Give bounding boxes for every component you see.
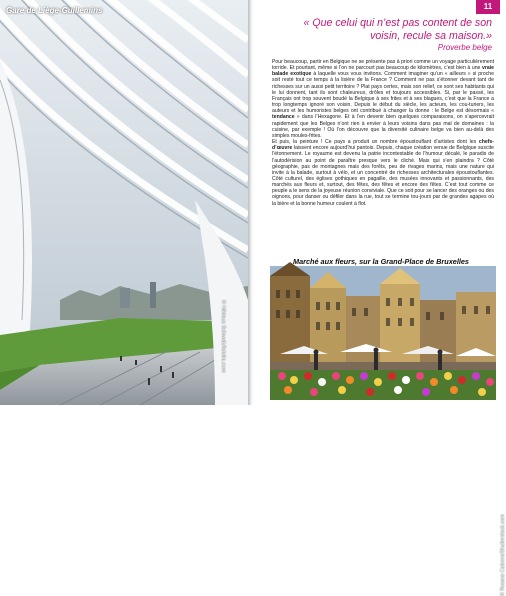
paragraph bbox=[272, 59, 494, 139]
text-run: laissent encore aujourd’hui pantois. Depuis, chaque création venue de Belgique suscite l’étonnement. Le royaume est devenu la patrie incontestable de l’humour décalé, le paradis de l’autodérision au point de paraître presque vers le cliché. Mais qui s’en plaindra ? Côté géographie, pas de montagnes mais des forêts, peu de rivages marins, mais une nature qui invite à la balade, surtout à vélo, et un concentré de richesses architecturales époustouflantes. Côté culturel, des églises gothiques en pagaille, des musées innovants et passionnants, des marchés aux fleurs et, surtout, des fêtes, des fêtes et encore des fêtes. C’est tout comme ce peuple a le sens de la joyeuse réunion conviviale. Que ce soit pour se lancer des oranges ou des oignons, pour danser ou défiler dans la rue, tout se termine tou-jours par de grandes agapes où la bière et la bonne humeur coulent à flot. bbox=[272, 145, 494, 207]
market-photo bbox=[270, 266, 506, 596]
text-run: à laquelle vous vous invitons. Comment imaginer qu’un « ailleurs » si proche soit resté tout ce temps à la lisière de la France ? Comment ne pas s’étonner devant tant de richesses sur un aussi petit territoire ? Plat pays certes, mais son relief, ce sont ses habitants qui le lui donnent, tant ils sont chaleureux, drôles et toujours accessibles. Si, par le passé, les Français ont trop souvent boudé la Belgique à ses frites et à ses blagues, c’est que la France a trop longtemps ignoré son voisin. Depuis le début du siècle, les acteurs, les cou-turiers, les auteurs et les humoristes belges ont contribué à changer la donne : le Belge est désormais « bbox=[272, 71, 494, 115]
station-photo bbox=[0, 0, 248, 405]
market-photo-credit: © Rosana Cabrera/Shutterstock.com bbox=[500, 514, 506, 596]
epigraph-source: Proverbe belge bbox=[437, 43, 492, 52]
right-page bbox=[254, 0, 506, 596]
bold-phrase: chefs-d’œuvre bbox=[272, 139, 494, 152]
paragraph bbox=[272, 139, 494, 207]
left-page-photo bbox=[0, 0, 248, 405]
grand-place-photo bbox=[270, 266, 496, 400]
page-number: 11 bbox=[476, 0, 500, 14]
text-run: Et puis, la peinture ! Ce pays a produit un nombre époustouflant d’artistes dont les bbox=[272, 139, 479, 146]
text-run: Pour beaucoup, partir en Belgique ne se présente pas à priori comme un voyage particulièrement torride. Et pourtant, même si l’on ne parcourt pas beaucoup de kilomètres, c’est bien à une bbox=[272, 59, 494, 72]
body-text bbox=[272, 59, 494, 207]
bold-phrase: tendance bbox=[272, 114, 295, 121]
photo-credit: © Niklaus Schwab/fotolia.com bbox=[220, 300, 226, 373]
market-photo-caption: Marché aux fleurs, sur la Grand-Place de Bruxelles bbox=[292, 257, 469, 266]
bold-phrase: vraie balade exotique bbox=[272, 65, 494, 78]
text-run: » dans l’Hexagone. Et à l’en devenir bien quelques comparaisons, on s’apercevrait rapidement que les Belges n’ont rien à envier à leurs voisins dans pas mal de domaines : la cuisine, par exemple ! Où l’on découvre que la diversité culinaire belge va bien au-delà des simples moules-frites. bbox=[272, 114, 494, 139]
photo-caption: Gare de Liège-Guillemins bbox=[6, 6, 103, 15]
epigraph-quote: « Que celui qui n’est pas content de son voisin, recule sa maison.» bbox=[303, 17, 492, 42]
